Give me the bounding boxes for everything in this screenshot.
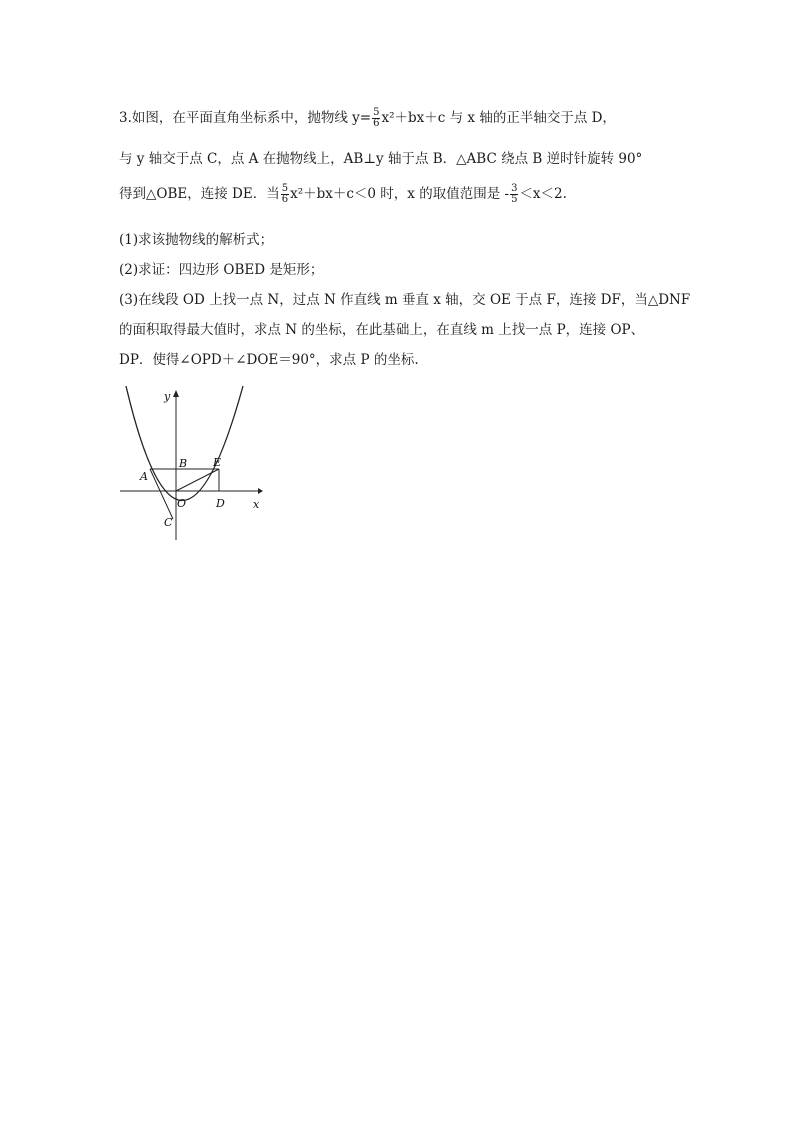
fraction-denominator: 6 <box>373 118 380 129</box>
fraction-5-6 <box>372 108 380 130</box>
line1-part-a: 3.如图，在平面直角坐标系中，抛物线 y= <box>119 110 372 126</box>
fraction-numerator: 3 <box>511 182 518 194</box>
label-y: y <box>164 390 171 403</box>
label-x: x <box>253 498 260 511</box>
figure-svg <box>118 384 263 542</box>
label-A: A <box>140 470 148 483</box>
fraction-5-6 <box>281 184 289 206</box>
line3-part-c: ＜x＜2. <box>519 186 567 202</box>
line1-part-b: x²＋bx＋c 与 x 轴的正半轴交于点 D， <box>381 110 616 126</box>
fraction-numerator: 5 <box>281 182 289 194</box>
fraction-3-5 <box>510 184 518 206</box>
problem-line-3 <box>119 182 567 206</box>
label-D: D <box>216 497 225 510</box>
question-3-line-1: (3)在线段 OD 上找一点 N，过点 N 作直线 m 垂直 x 轴，交 OE 于点 F，连接 DF，当△DNF <box>119 292 691 308</box>
x-axis-arrow <box>258 488 263 494</box>
segment-OE <box>176 469 219 491</box>
fraction-denominator: 6 <box>281 194 289 205</box>
question-1: (1)求该抛物线的解析式； <box>119 232 274 248</box>
y-axis-arrow <box>173 390 179 397</box>
fraction-numerator: 5 <box>373 106 380 118</box>
segment-AC <box>150 469 173 519</box>
line3-part-b: x²＋bx＋c＜0 时，x 的取值范围是 - <box>290 186 510 202</box>
label-E: E <box>213 456 222 469</box>
line3-part-a: 得到△OBE，连接 DE．当 <box>119 186 280 202</box>
label-C: C <box>164 516 173 529</box>
problem-line-2: 与 y 轴交于点 C，点 A 在抛物线上，AB⊥y 轴于点 B．△ABC 绕点 B 逆时针旋转 90° <box>119 151 643 167</box>
question-3-line-2: 的面积取得最大值时，求点 N 的坐标，在此基础上，在直线 m 上找一点 P，连接 OP、 <box>119 322 645 338</box>
fraction-denominator: 5 <box>511 194 518 205</box>
parabola-figure <box>118 384 263 542</box>
problem-line-1 <box>119 106 616 130</box>
question-2: (2)求证：四边形 OBED 是矩形； <box>119 262 324 278</box>
label-O: O <box>177 497 187 510</box>
parabola-curve <box>126 386 243 501</box>
label-B: B <box>179 457 188 470</box>
question-3-line-3: DP．使得∠OPD＋∠DOE＝90°，求点 P 的坐标. <box>119 352 419 368</box>
